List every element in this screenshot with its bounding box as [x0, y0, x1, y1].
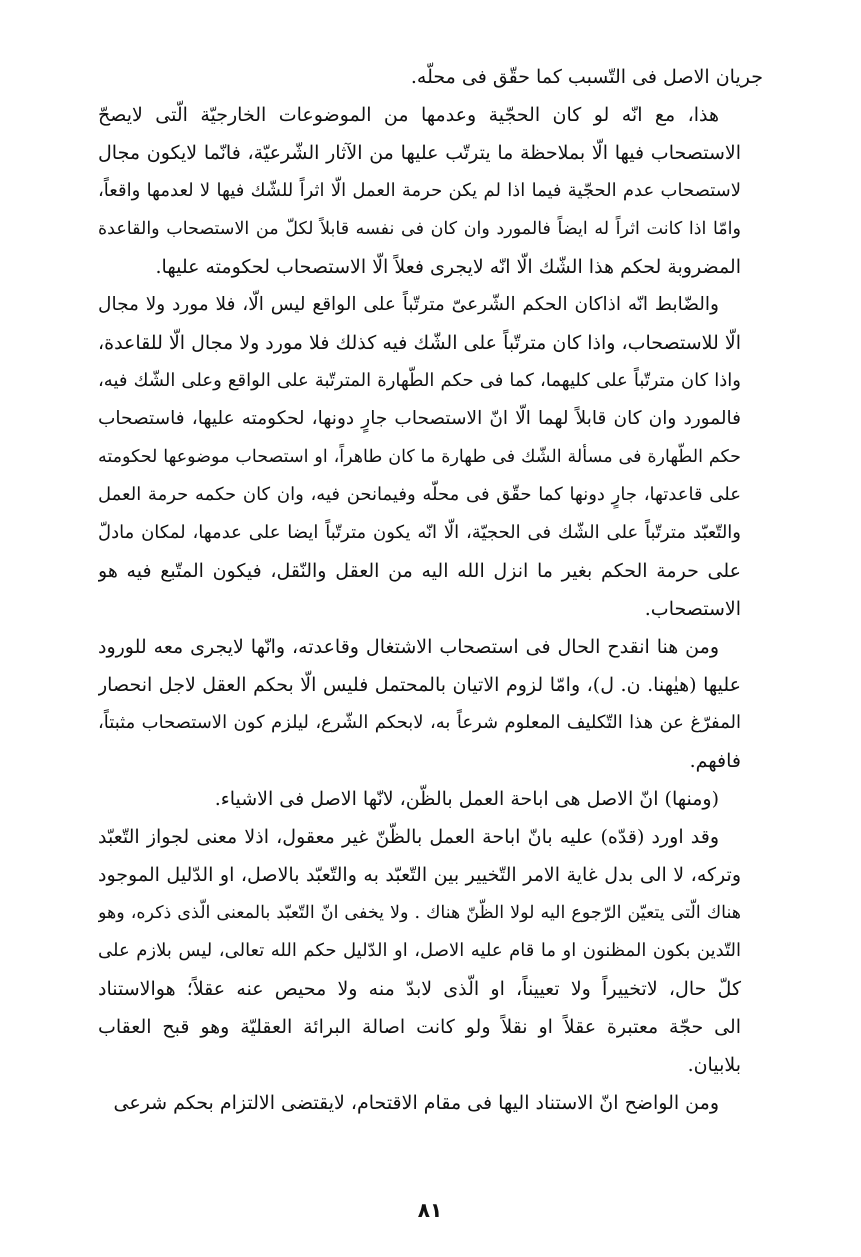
text-line: كلّ حال، لاتخييراً ولا تعييناً، او الّذى لابدّ منه ولا محيص عنه عقلاً؛ هوالاستناد: [98, 978, 741, 1000]
text-line: ومن الواضح انّ الاستناد اليها فى مقام الاقتحام، لايقتضى الالتزام بحكم شرعى: [113, 1092, 719, 1114]
text-line: واذا كان مترتّباً على كليهما، كما فى حكم الطّهارة المترتّبة على الواقع وعلى الشّك فيه،: [98, 370, 741, 391]
text-line: الاستصحاب.: [644, 598, 741, 620]
text-line: فالمورد وان كان قابلاً لهما الّا انّ الاستصحاب جارٍ دونها، لحكومته عليها، فاستصحاب: [98, 408, 741, 429]
text-line: ومن هنا انقدح الحال فى استصحاب الاشتغال وقاعدته، وانّها لايجرى معه للورود: [98, 636, 719, 658]
paragraph: [98, 818, 763, 1084]
paragraph: [98, 628, 763, 780]
text-line: الّا للاستصحاب، واذا كان مترتّباً على الشّك فيه كذلك فلا مورد ولا مجال الّا للقاعدة،: [98, 332, 741, 354]
paragraph: [98, 286, 763, 628]
text-line: حكم الطّهارة فى مسألة الشّك فى طهارة ما كان طاهراً، او استصحاب موضوعها لحكومته: [98, 447, 741, 467]
page-number: ٨١: [417, 1198, 443, 1222]
paragraph: [98, 780, 763, 818]
text-line: جريان الاصل فى التّسبب كما حقّق فى محلّه.: [410, 66, 763, 88]
text-line: لاستصحاب عدم الحجّية فيما اذا لم يكن حرمة العمل الّا اثراً للشّك فيها لا لعدمها واقعاً،: [98, 180, 741, 201]
text-line: وامّا اذا كانت اثراً له ايضاً فالمورد وان كان فى نفسه قابلاً لكلّ من الاستصحاب والقاعدة: [98, 219, 741, 239]
text-line: بلابيان.: [687, 1054, 741, 1076]
text-line: والتّعبّد مترتّباً على الشّك فى الحجيّة، الّا انّه يكون مترتّباً ايضا على عدمها، لمكان مادلّ: [98, 522, 741, 543]
text-line: والضّابط انّه اذاكان الحكم الشّرعىّ مترتّباً على الواقع ليس الّا، فلا مورد ولا مجال: [98, 294, 719, 315]
paragraph: [98, 58, 763, 96]
text-line: (ومنها) انّ الاصل هى اباحة العمل بالظّن، لانّها الاصل فى الاشياء.: [214, 788, 719, 810]
text-line: وتركه، لا الى بدل غاية الامر التّخيير بين التّعبّد به والتّعبّد بالاصل، او الدّليل الموجود: [98, 864, 741, 886]
text-line: هناك الّتى يتعيّن الرّجوع اليه لولا الظّنّ هناك . ولا يخفى انّ التّعبّد بالمعنى الّذى ذكره، وهو: [98, 903, 741, 923]
paragraph: [98, 1084, 763, 1122]
text-line: هذا، مع انّه لو كان الحجّية وعدمها من الموضوعات الخارجيّة الّتى لايصحّ: [98, 104, 719, 126]
text-line: المفرّغ عن هذا التّكليف المعلوم شرعاً به، لابحكم الشّرع، ليلزم كون الاستصحاب مثبتاً،: [98, 712, 741, 733]
paragraph: [98, 96, 763, 286]
text-line: الاستصحاب فيها الّا بملاحظة ما يترتّب عليها من الآثار الشّرعيّة، فانّما لايكون مجال: [98, 142, 741, 164]
text-line: المضروبة لحكم هذا الشّك الّا انّه لايجرى فعلاً الّا الاستصحاب لحكومته عليها.: [155, 256, 741, 278]
text-line: التّدين بكون المظنون او ما قام عليه الاصل، او الدّليل حكم الله تعالى، ليس بلازم على: [98, 940, 741, 961]
text-line: فافهم.: [689, 750, 741, 772]
text-line: على قاعدتها، جارٍ دونها كما حقّق فى محلّه وفيمانحن فيه، وان كان حكمه حرمة العمل: [98, 484, 741, 505]
body-text: [98, 58, 763, 1122]
text-line: على حرمة الحكم بغير ما انزل الله اليه من العقل والنّقل، فيكون المتّبع فيه هو: [98, 560, 741, 582]
text-line: وقد اورد (قدّه) عليه بانّ اباحة العمل بالظّنّ غير معقول، اذلا معنى لجواز التّعبّد: [98, 826, 719, 848]
text-line: عليها (هيٰهنا. ن. ل)، وامّا لزوم الاتيان بالمحتمل فليس الّا بحكم العقل لاجل انحصار: [98, 674, 741, 696]
text-line: الى حجّة معتبرة عقلاً او نقلاً ولو كانت اصالة البرائة العقليّة وهو قبح العقاب: [98, 1016, 741, 1038]
